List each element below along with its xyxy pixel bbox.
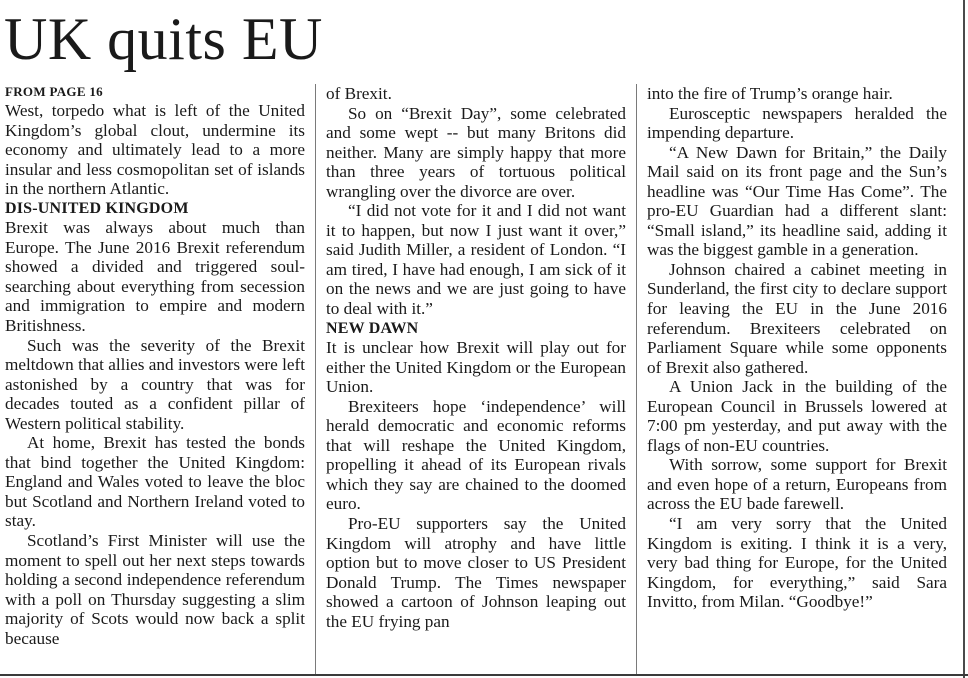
article-column-1 (5, 84, 305, 648)
paragraph: Johnson chaired a cabinet meeting in Sunderland, the first city to declare support for leaving the EU in the June 2016 referendum. Brexiteers celebrated on Parliament Square while some opponents of Brexit also gathered. (647, 259, 947, 377)
paragraph: So on “Brexit Day”, some celebrated and some wept -- but many Britons did neither. Many are simply happy that more than three years of tortuous political wrangling over the divorce are over. (326, 103, 626, 201)
column-divider (315, 84, 316, 674)
paragraph: Eurosceptic newspapers heralded the impending departure. (647, 103, 947, 143)
paragraph: At home, Brexit has tested the bonds that bind together the United Kingdom: England and Wales voted to leave the bloc but Scotland and Northern Ireland voted to stay. (5, 433, 305, 531)
paragraph: Such was the severity of the Brexit meltdown that allies and investors were left astonished by a country that was for decades touted as a confident pillar of Western political stability. (5, 335, 305, 433)
subheading: NEW DAWN (326, 319, 419, 337)
article-column-3 (647, 84, 947, 612)
headline: UK quits EU (4, 6, 323, 72)
paragraph: “I did not vote for it and I did not want it to happen, but now I just want it over,” said Judith Miller, a resident of London. “I am tired, I have had enough, I am sick of it on the news and we are just going to have to deal with it.” (326, 201, 626, 319)
continued-from-label: FROM PAGE 16 (5, 84, 103, 99)
paragraph: Brexit was always about much than Europe. The June 2016 Brexit referendum showed a divided and triggered soul-searching about everything from secession and immigration to empire and modern Britishness. (5, 218, 305, 336)
paragraph: “A New Dawn for Britain,” the Daily Mail said on its front page and the Sun’s headline was “Our Time Has Come”. The pro-EU Guardian had a different slant: “Small island,” its headline said, adding it was the biggest gamble in a generation. (647, 142, 947, 260)
paragraph: A Union Jack in the building of the European Council in Brussels lowered at 7:00 pm yesterday, and put away with the flags of non-EU countries. (647, 377, 947, 455)
page-bottom-rule (0, 674, 968, 676)
article-column-2 (326, 84, 626, 631)
paragraph: into the fire of Trump’s orange hair. (647, 84, 893, 103)
paragraph: West, torpedo what is left of the United Kingdom’s global clout, undermine its economy and ultimately lead to a more insular and less cosmopolitan set of islands in the northern Atlantic. (5, 101, 305, 199)
paragraph: Pro-EU supporters say the United Kingdom will atrophy and have little option but to move closer to US President Donald Trump. The Times newspaper showed a cartoon of Johnson leaping out the EU frying pan (326, 514, 626, 631)
paragraph: Brexiteers hope ‘independence’ will herald democratic and economic reforms that will reshape the United Kingdom, propelling it ahead of its European rivals which they say are chained to the doomed euro. (326, 396, 626, 514)
column-divider (636, 84, 637, 674)
paragraph: It is unclear how Brexit will play out for either the United Kingdom or the European Union. (326, 338, 626, 397)
page-edge-rule (963, 0, 965, 678)
paragraph: of Brexit. (326, 84, 392, 103)
paragraph: With sorrow, some support for Brexit and even hope of a return, Europeans from across the EU bade farewell. (647, 455, 947, 514)
subheading: DIS-UNITED KINGDOM (5, 199, 189, 217)
paragraph: “I am very sorry that the United Kingdom is exiting. I think it is a very, very bad thing for Europe, for the United Kingdom, for everything,” said Sara Invitto, from Milan. “Goodbye!” (647, 514, 947, 612)
paragraph: Scotland’s First Minister will use the moment to spell out her next steps towards holding a second independence referendum with a poll on Thursday suggesting a slim majority of Scots would now back a split because (5, 531, 305, 648)
